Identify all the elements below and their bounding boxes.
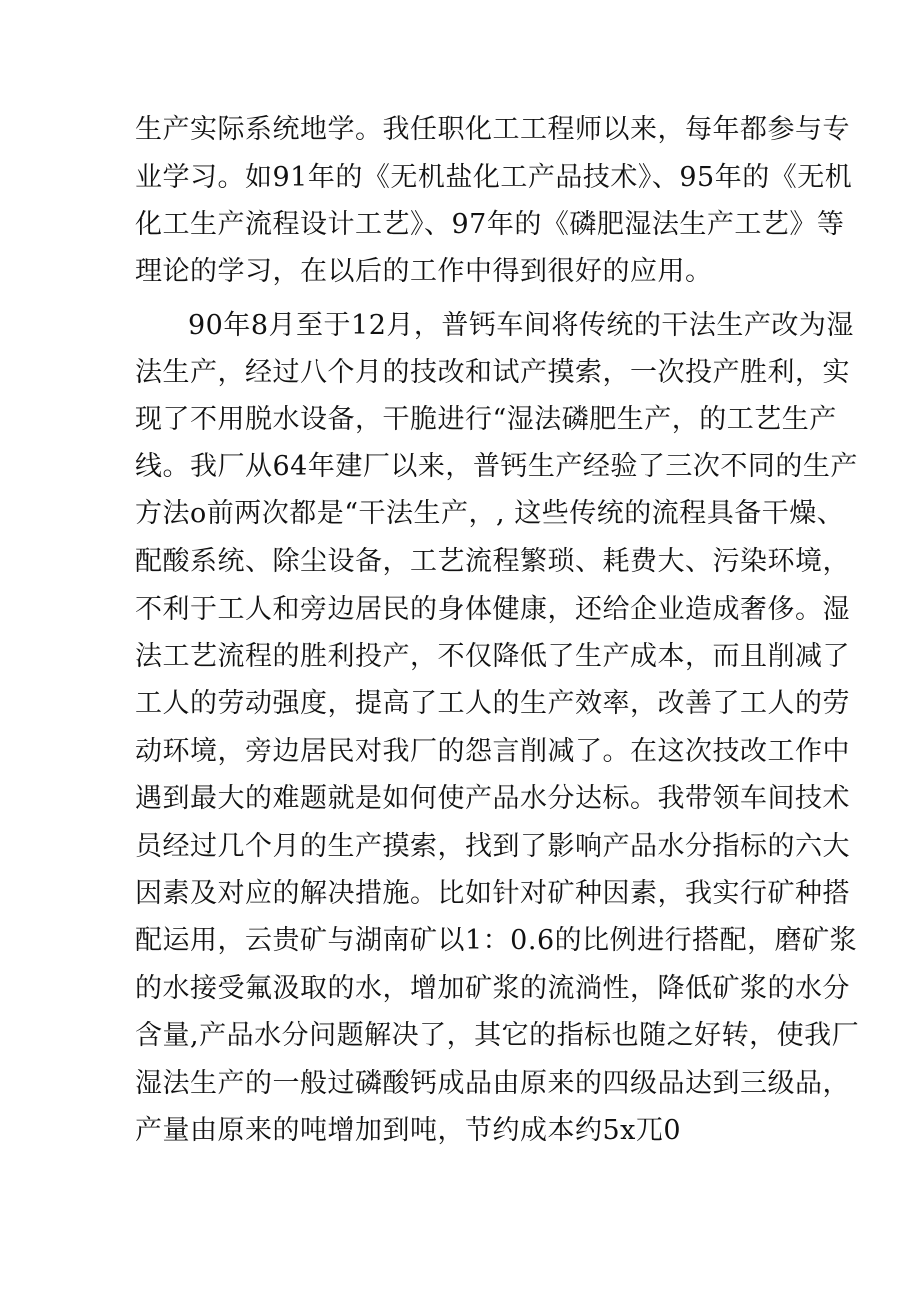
text-line: 生产实际系统地学。我任职化工工程师以来，每年都参与专 xyxy=(135,114,850,145)
text-line: 法工艺流程的胜利投产，不仅降低了生产成本，而且削减了 xyxy=(135,641,850,672)
text-line: 产量由原来的吨增加到吨，节约成本约5x兀0 xyxy=(135,1115,682,1146)
text-line: 方法o前两次都是“干法生产，, 这些传统的流程具备干燥、 xyxy=(135,498,845,529)
text-line: 业学习。如91年的《无机盐化工产品技术》、95年的《无机 xyxy=(135,162,853,193)
text-line: 工人的劳动强度，提高了工人的生产效率，改善了工人的劳 xyxy=(135,688,850,719)
text-line: 线。我厂从64年建厂以来，普钙生产经验了三次不同的生产 xyxy=(135,451,858,482)
text-line: 理论的学习，在以后的工作中得到很好的应用。 xyxy=(135,256,713,287)
text-line: 法生产，经过八个月的技改和试产摸索，一次投产胜利，实 xyxy=(135,357,850,388)
text-line: 配酸系统、除尘设备，工艺流程繁琐、耗费大、污染环境， xyxy=(135,546,850,577)
text-line: 湿法生产的一般过磷酸钙成品由原来的四级品达到三级品， xyxy=(135,1068,850,1099)
text-line: 现了不用脱水设备，干脆进行“湿法磷肥生产，的工艺生产 xyxy=(135,404,837,435)
text-line: 90年8月至于12月，普钙车间将传统的干法生产改为湿 xyxy=(188,310,854,341)
text-line: 的水接受氟汲取的水，增加矿浆的流淌性，降低矿浆的水分 xyxy=(135,973,850,1004)
text-line: 遇到最大的难题就是如何使产品水分达标。我带领车间技术 xyxy=(135,783,850,814)
text-line: 不利于工人和旁边居民的身体健康，还给企业造成奢侈。湿 xyxy=(135,594,850,625)
text-line: 化工生产流程设计工艺》、97年的《磷肥湿法生产工艺》等 xyxy=(135,209,845,240)
text-line: 配运用，云贵矿与湖南矿以1：0.6的比例进行搭配，磨矿浆 xyxy=(135,925,858,956)
text-line: 员经过几个月的生产摸索，找到了影响产品水分指标的六大 xyxy=(135,831,850,862)
text-line: 因素及对应的解决措施。比如针对矿种因素，我实行矿种搭 xyxy=(135,878,850,909)
text-line: 动环境，旁边居民对我厂的怨言削减了。在这次技改工作中 xyxy=(135,736,850,767)
text-line: 含量,产品水分问题解决了，其它的指标也随之好转，使我厂 xyxy=(135,1020,860,1051)
